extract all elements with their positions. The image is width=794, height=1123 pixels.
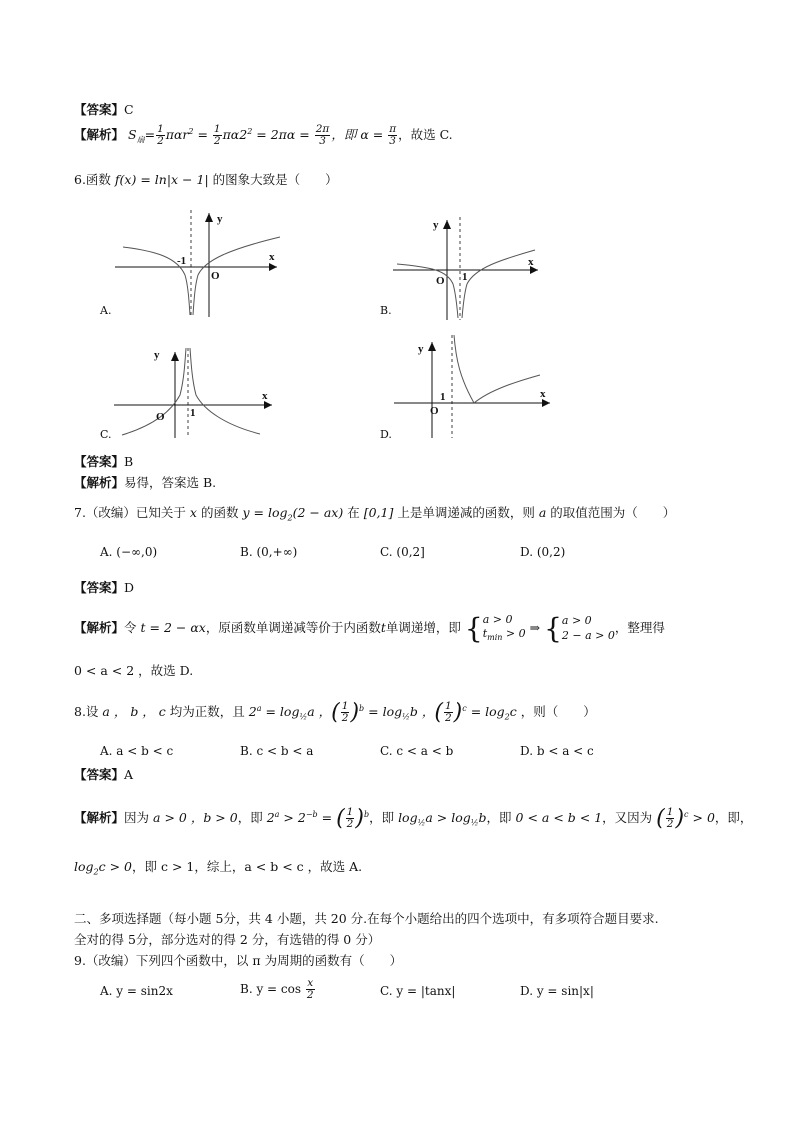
left-brace: {: [544, 612, 562, 645]
y-axis-label: y: [433, 219, 439, 231]
q7-var-x: x: [189, 505, 197, 520]
origin-label: O: [430, 405, 439, 417]
y-axis-label: y: [418, 343, 424, 355]
q9-option-a: A. y = sin2x: [100, 984, 173, 998]
origin-label: O: [156, 411, 165, 423]
x-axis-label: x: [528, 256, 534, 268]
graph-d: [390, 330, 560, 442]
q6-analysis: [74, 473, 216, 491]
analysis-label: 【解析】: [74, 620, 125, 635]
q7-stem-suffix: 的取值范围为（ ）: [550, 505, 676, 520]
q9-option-d: D. y = sin|x|: [520, 984, 594, 998]
origin-label: O: [211, 270, 220, 282]
q7-stem: [74, 503, 675, 523]
analysis-p6: ，即，: [714, 810, 753, 825]
q9-fraction: $\frac{x}{2}$: [306, 977, 314, 1002]
q5-answer: [74, 100, 134, 118]
q5-analysis: [74, 124, 453, 147]
q7-system-1: a > 0 $t_{min} > 0$: [482, 612, 526, 643]
option-d-label: D.: [380, 428, 392, 441]
y-axis-label: y: [154, 349, 160, 361]
analysis-p2: ，原函数单调递减等价于内函数: [205, 620, 381, 635]
tick-minus-one: -1: [177, 255, 187, 267]
graph-c: [110, 340, 280, 440]
q8-conditions: $2^a = \log_{\frac{1}{2}}a$ ，( $\frac{1}{2}$ )$^b = \log_{\frac{1}{2}}b$ ，( $\frac{1}{2}$ )$^c = \log_2c$: [248, 699, 517, 725]
option-c-label: C.: [100, 428, 112, 441]
analysis-p3: ，即: [369, 810, 395, 825]
y-axis-label: y: [217, 213, 223, 225]
section2-line1: 二、多项选择题（每小题 5分，共 4 小题，共 20 分.在每个小题给出的四个选项中，有多项符合题目要求.: [74, 911, 659, 926]
option-b-label: B.: [380, 304, 392, 317]
q8-answer: [74, 765, 133, 783]
origin-label: O: [436, 275, 445, 287]
analysis-line2-text: ，即 c > 1，综上，a < b < c ，故选 A.: [132, 859, 363, 874]
q7-answer: [74, 578, 134, 596]
analysis-p1: 令: [124, 620, 137, 635]
q8-stem-mid: 均为正数，且: [169, 704, 245, 719]
q8-vars: a ， b ， c: [102, 704, 166, 719]
section2-line2: 全对的得 5分，部分选对的得 2 分，有选错的得 0 分）: [74, 932, 381, 947]
left-brace: {: [464, 612, 483, 645]
analysis-text: 易得，答案选 B.: [124, 475, 217, 490]
q6-function: f(x) = ln|x − 1|: [114, 172, 209, 187]
q6-stem: [74, 170, 338, 188]
q9-stem: 9.（改编）下列四个函数中，以 π 为周期的函数有（ ）: [74, 953, 403, 968]
q7-option-a: A. (−∞,0): [100, 545, 158, 559]
q8-option-b: B. c < b < a: [240, 744, 314, 758]
q7-var-t: t: [380, 620, 386, 635]
graph-a: [105, 205, 295, 320]
analysis-p4: ，整理得: [614, 620, 665, 635]
tick-one: 1: [190, 407, 196, 419]
analysis-p1: 因为: [124, 810, 150, 825]
analysis-p2: ，即: [237, 810, 263, 825]
q8-stem-prefix: 8.设: [74, 704, 99, 719]
answer-value: B: [124, 454, 134, 469]
q7-stem-mid2: 在: [347, 505, 360, 520]
analysis-label: 【解析】: [74, 810, 125, 825]
q6-answer: [74, 452, 133, 470]
q8-option-d: D. b < a < c: [520, 744, 594, 758]
analysis-label: 【解析】: [74, 475, 125, 490]
graph-b: [385, 212, 560, 322]
q6-stem-suffix: 的图象大致是（ ）: [212, 172, 338, 187]
q8-analysis-line2: $\log_2c > 0$，即 c > 1，综上，a < b < c ，故选 A.: [74, 859, 363, 877]
q6-stem-prefix: 6.函数: [74, 172, 111, 187]
answer-value: C: [124, 102, 134, 117]
q7-interval: [0,1]: [363, 505, 394, 520]
q8-analysis: 【解析】因为 a > 0 ，b > 0，即 $2^a > 2^{-b}$ = ( $\frac{1}{2}$ )$^b$，即 $\log_{\frac{1}{2}}a > \log_{\frac{1}{2}}b$，即 0 < a < b < 1，又因为 ( $\frac{1}{2}$ )$^c$ > 0，即，: [74, 805, 753, 831]
q7-analysis-line2: 0 < a < 2 ，故选 D.: [74, 663, 194, 678]
tick-one: 1: [440, 391, 446, 403]
q9-option-c: C. y = |tanx|: [380, 984, 456, 998]
q7-option-b: B. (0,+∞): [240, 545, 298, 559]
analysis-label: 【解析】: [74, 127, 125, 143]
q5-conclusion: ，故选 C.: [398, 127, 453, 143]
q7-analysis: 【解析】令 t = 2 − αx，原函数单调递减等价于内函数t单调递增，即 {a > 0 $t_{min} > 0$ ⇒ {a > 0 2 − a > 0，整理得: [74, 612, 665, 645]
x-axis-label: x: [540, 388, 546, 400]
q8-stem-suffix: ，则（ ）: [520, 704, 596, 719]
q7-system-2: a > 0 2 − a > 0: [561, 613, 615, 642]
q8-stem: [74, 700, 596, 725]
answer-label: 【答案】: [74, 454, 125, 469]
formula-sector-area: $S_扇=$ $\frac{1}{2}$ παr$^2$ = $\frac{1}{2}$ $\pi\alpha 2^2 = 2\pi\alpha$ = $\frac{2\pi}{3}$ ，即 α = $\frac{\pi}{3}$: [128, 123, 397, 148]
answer-label: 【答案】: [74, 767, 125, 782]
answer-value: A: [124, 767, 134, 782]
option-a-label: A.: [100, 304, 112, 317]
tick-one: 1: [462, 271, 468, 283]
q7-stem-mid1: 的函数: [200, 505, 239, 520]
analysis-p5: ，又因为: [602, 810, 653, 825]
q7-option-c: C. (0,2]: [380, 545, 425, 559]
q7-var-a: a: [538, 505, 547, 520]
q7-stem-prefix: 7.（改编）已知关于: [74, 505, 186, 520]
answer-label: 【答案】: [74, 580, 125, 595]
q7-option-d: D. (0,2): [520, 545, 566, 559]
q8-option-c: C. c < a < b: [380, 744, 454, 758]
q8-option-a: A. a < b < c: [100, 744, 174, 758]
answer-label: 【答案】: [74, 102, 125, 117]
q7-t-def: t = 2 − αx: [140, 620, 206, 635]
analysis-p3: 单调递增，即: [385, 620, 461, 635]
q7-function: $y = \log_2(2 - ax)$: [242, 505, 344, 523]
q9-option-b: [240, 978, 316, 1001]
analysis-p4: ，即: [486, 810, 512, 825]
answer-value: D: [124, 580, 135, 595]
q7-stem-mid3: 上是单调递减的函数，则: [397, 505, 535, 520]
x-axis-label: x: [269, 251, 275, 263]
x-axis-label: x: [262, 390, 268, 402]
q9-option-b-text: B. y = cos: [240, 982, 302, 997]
